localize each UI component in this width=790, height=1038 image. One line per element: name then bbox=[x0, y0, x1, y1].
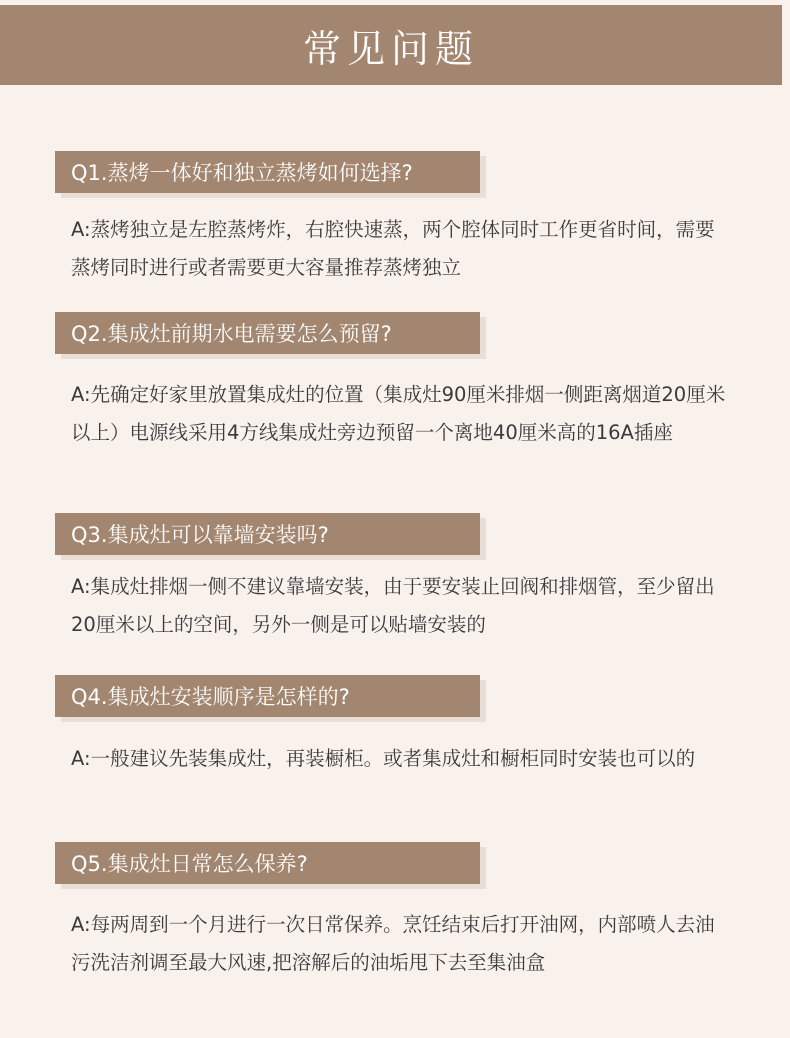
question-text: Q3.集成灶可以靠墙安装吗? bbox=[71, 523, 329, 547]
question-bar bbox=[55, 151, 480, 193]
question-bar bbox=[55, 312, 480, 354]
faq-item-3 bbox=[55, 513, 755, 644]
faq-item-2 bbox=[55, 312, 755, 452]
answer-text: A:每两周到一个月进行一次日常保养。烹饪结束后打开油网，内部喷人去油污洗洁剂调至最大风速,把溶解后的油垢甩下去至集油盒 bbox=[71, 913, 715, 974]
answer-text: A:集成灶排烟一侧不建议靠墙安装，由于要安装止回阀和排烟管，至少留出20厘米以上的空间，另外一侧是可以贴墙安装的 bbox=[71, 575, 715, 636]
question-text: Q2.集成灶前期水电需要怎么预留? bbox=[71, 322, 392, 346]
question-text: Q1.蒸烤一体好和独立蒸烤如何选择? bbox=[71, 161, 413, 185]
question-text: Q5.集成灶日常怎么保养? bbox=[71, 852, 308, 876]
question-bar bbox=[55, 513, 480, 555]
faq-item-4 bbox=[55, 675, 755, 778]
header-banner bbox=[0, 5, 782, 85]
answer-text: A:一般建议先装集成灶，再装橱柜。或者集成灶和橱柜同时安装也可以的 bbox=[71, 747, 696, 770]
question-bar bbox=[55, 842, 480, 884]
question-bar bbox=[55, 675, 480, 717]
answer-text: A:蒸烤独立是左腔蒸烤炸，右腔快速蒸，两个腔体同时工作更省时间，需要蒸烤同时进行或者需要更大容量推荐蒸烤独立 bbox=[71, 218, 715, 279]
question-text: Q4.集成灶安装顺序是怎样的? bbox=[71, 685, 350, 709]
answer-text: A:先确定好家里放置集成灶的位置（集成灶90厘米排烟一侧距离烟道20厘米以上）电源线采用4方线集成灶旁边预留一个离地40厘米高的16A插座 bbox=[71, 383, 726, 444]
faq-item-5 bbox=[55, 842, 755, 982]
page-title: 常见问题 bbox=[302, 26, 479, 71]
faq-item-1 bbox=[55, 151, 755, 287]
